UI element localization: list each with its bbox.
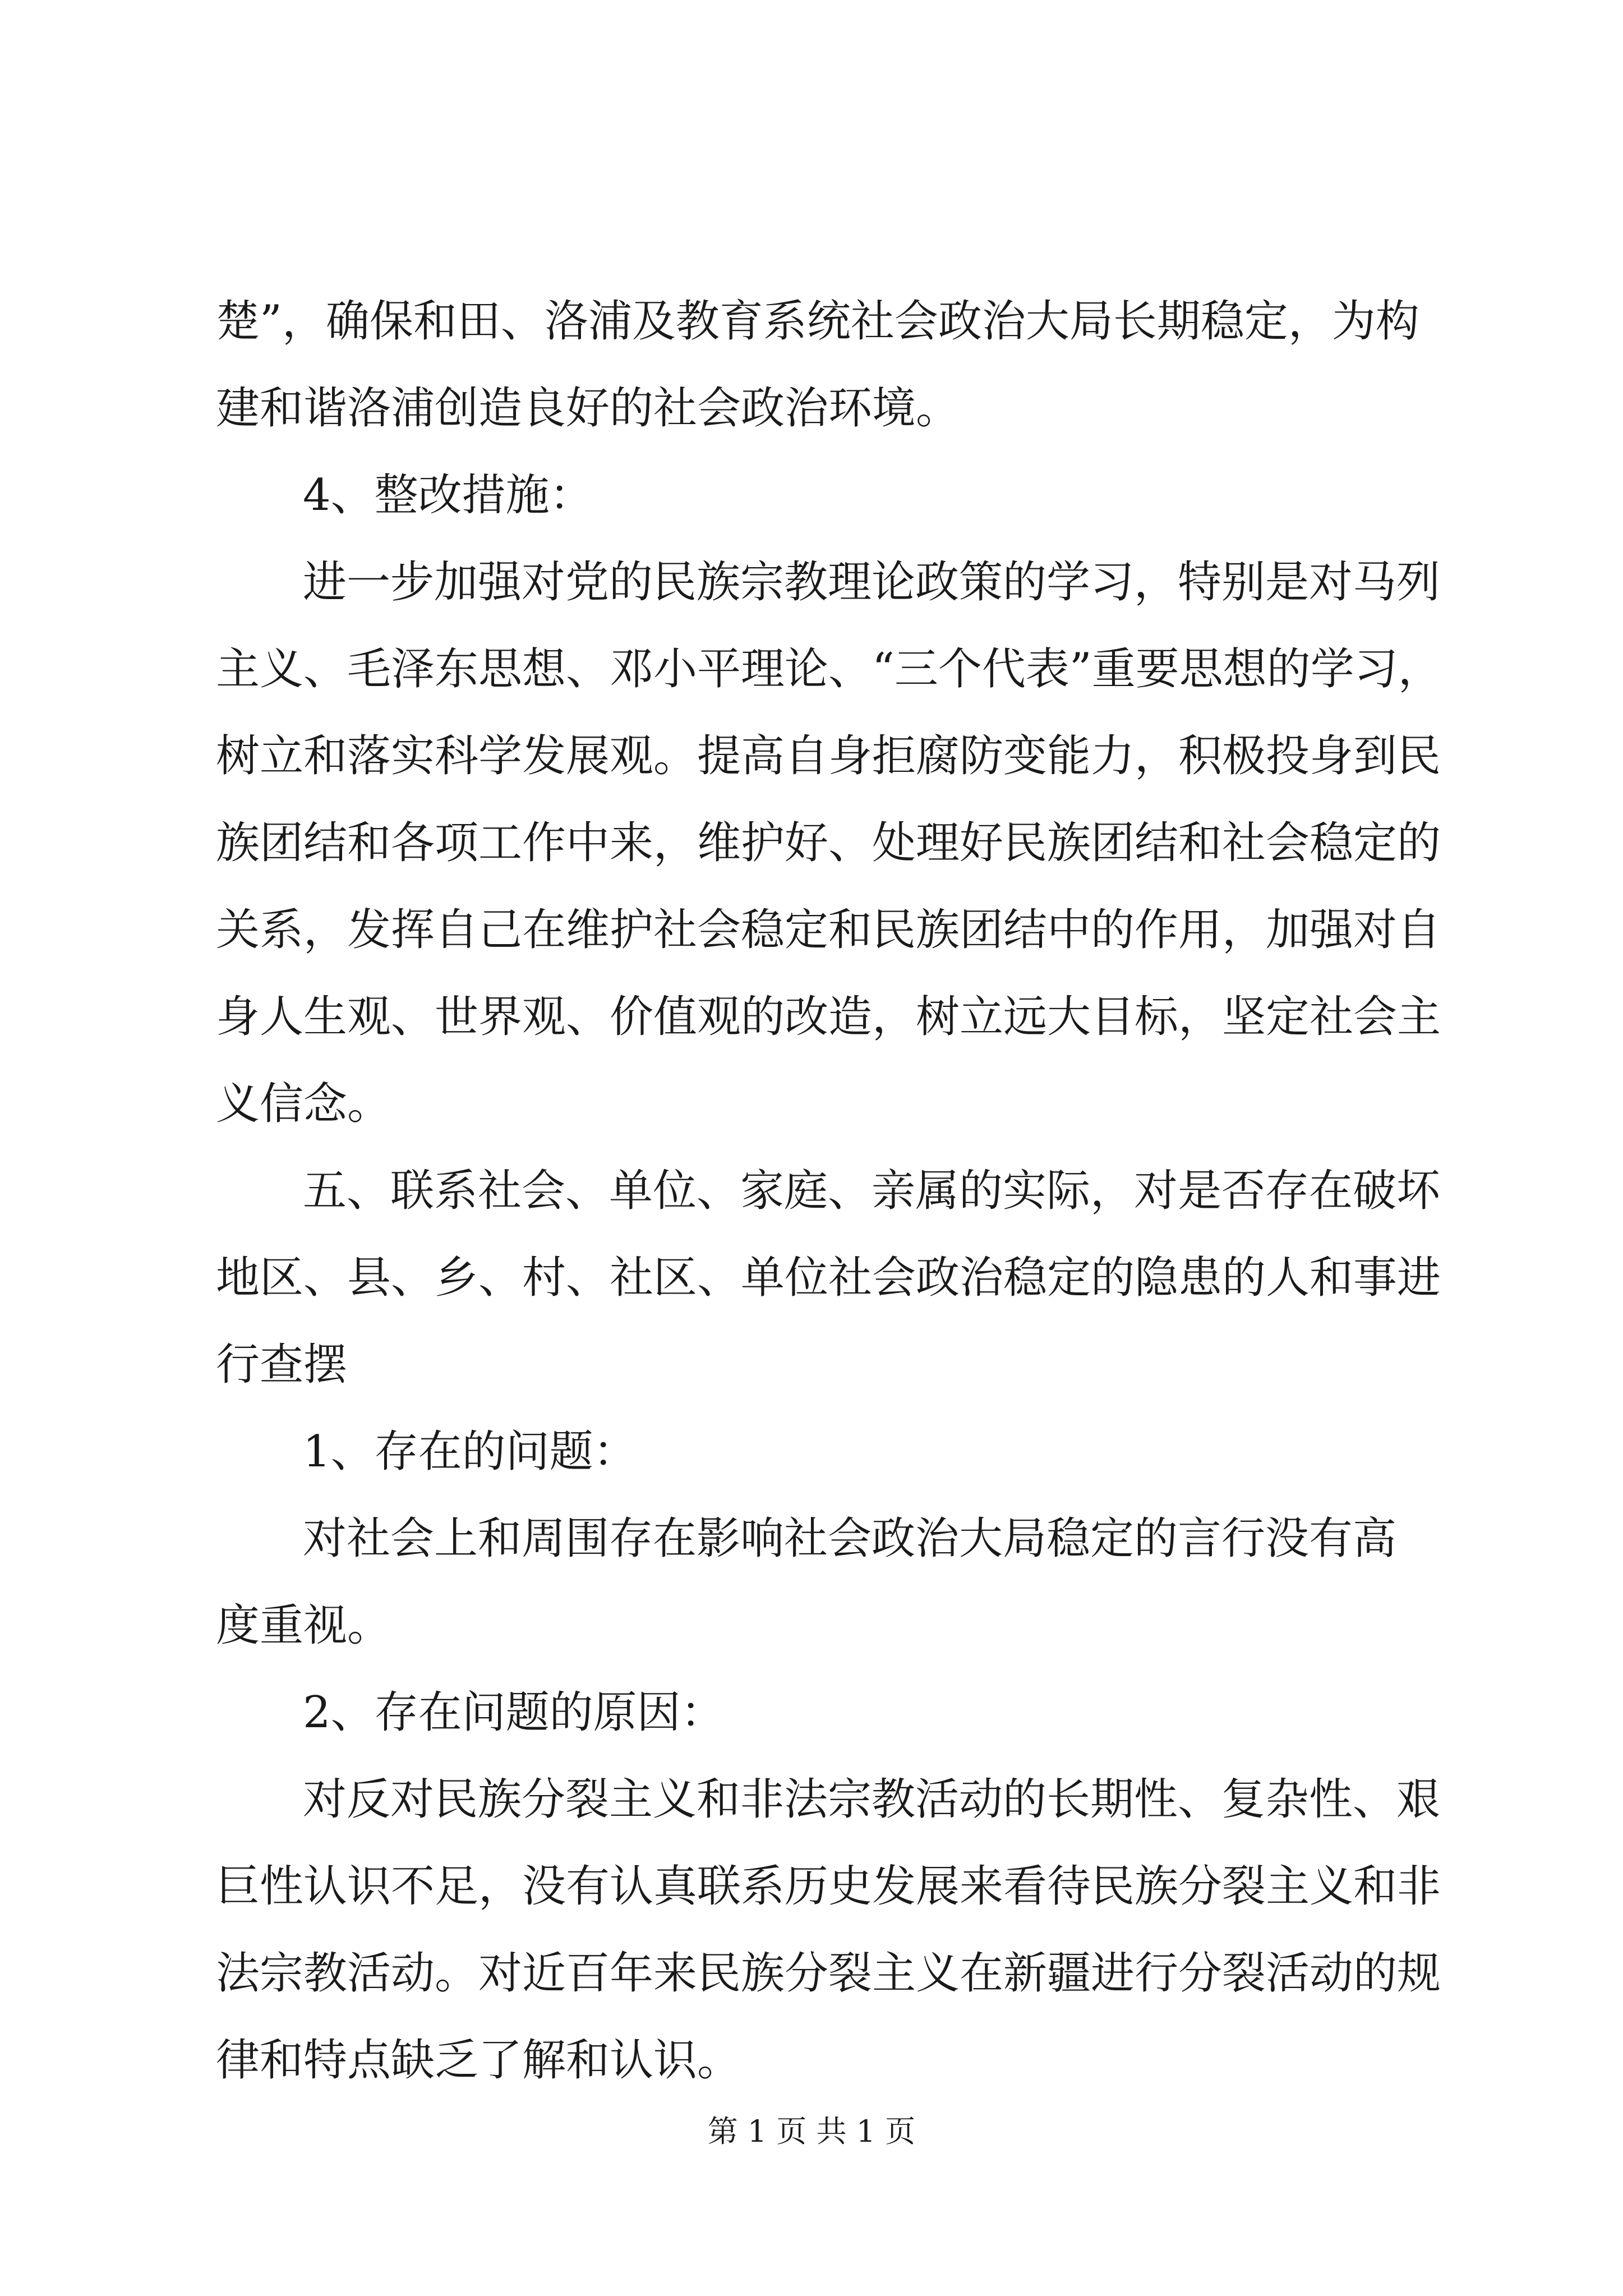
text-line: 对反对民族分裂主义和非法宗教活动的长期性、复杂性、艰	[303, 1774, 1441, 1825]
text-line: 身人生观、世界观、价值观的改造，树立远大目标，坚定社会主	[216, 992, 1441, 1042]
section-heading: 2、存在问题的原因：	[303, 1687, 725, 1738]
text-line: 律和特点缺乏了解和认识。	[216, 2035, 741, 2086]
text-line: 地区、县、乡、村、社区、单位社会政治稳定的隐患的人和事进	[216, 1253, 1441, 1303]
text-line: 对社会上和周围存在影响社会政治大局稳定的言行没有高	[303, 1513, 1397, 1564]
text-line: 行查摆	[216, 1340, 348, 1390]
text-line: 度重视。	[216, 1600, 391, 1651]
text-line: 义信念。	[216, 1079, 391, 1129]
section-heading: 五、联系社会、单位、家庭、亲属的实际，对是否存在破坏	[303, 1166, 1441, 1216]
text-line: 树立和落实科学发展观。提高自身拒腐防变能力，积极投身到民	[216, 731, 1441, 781]
text-line: 楚”，确保和田、洛浦及教育系统社会政治大局长期稳定，为构	[216, 296, 1419, 347]
text-line: 建和谐洛浦创造良好的社会政治环境。	[216, 383, 960, 434]
text-line: 族团结和各项工作中来，维护好、处理好民族团结和社会稳定的	[216, 818, 1441, 868]
page-footer: 第 1 页 共 1 页	[707, 2114, 916, 2149]
text-line: 巨性认识不足，没有认真联系历史发展来看待民族分裂主义和非	[216, 1861, 1441, 1912]
text-line: 法宗教活动。对近百年来民族分裂主义在新疆进行分裂活动的规	[216, 1948, 1441, 1999]
section-heading: 1、存在的问题：	[303, 1427, 637, 1477]
section-heading: 4、整改措施：	[303, 470, 593, 521]
text-line: 进一步加强对党的民族宗教理论政策的学习，特别是对马列	[303, 557, 1441, 608]
text-line: 关系，发挥自己在维护社会稳定和民族团结中的作用，加强对自	[216, 905, 1441, 955]
text-line: 主义、毛泽东思想、邓小平理论、“三个代表”重要思想的学习，	[216, 644, 1442, 694]
